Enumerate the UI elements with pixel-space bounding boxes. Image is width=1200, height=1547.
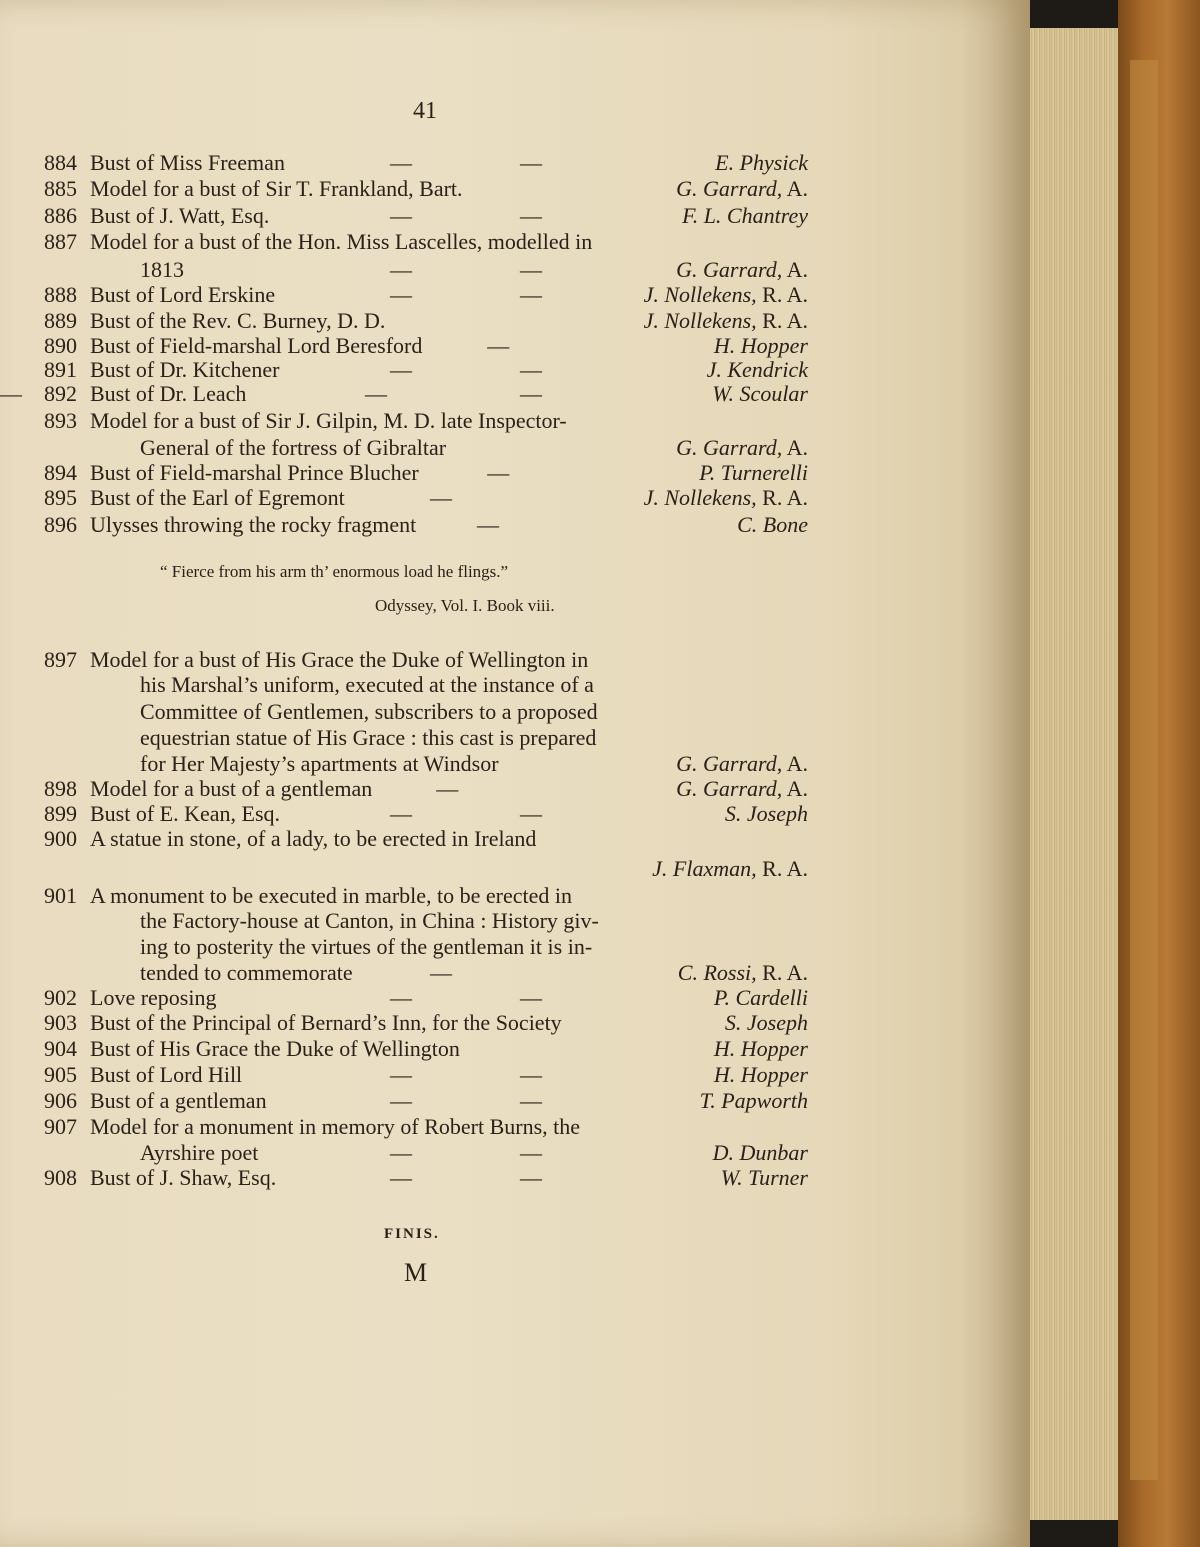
leader-dash: — <box>390 1140 412 1165</box>
finis-label: FINIS. <box>384 1226 440 1242</box>
artist-rank: R. A. <box>756 485 808 510</box>
entry-number: 897 <box>44 647 77 672</box>
catalogue-entry-line <box>0 435 820 461</box>
leader-dash: — <box>390 150 412 175</box>
entry-number: 903 <box>44 1010 77 1035</box>
book-cover-edge <box>1130 60 1158 1480</box>
artist-name-text: S. Joseph <box>724 1010 808 1035</box>
entry-number: 893 <box>44 408 77 433</box>
catalogue-entry-line <box>0 485 820 511</box>
artist-rank: A. <box>782 257 808 282</box>
artist-rank: R. A. <box>756 282 808 307</box>
catalogue-entry-line <box>0 1165 820 1191</box>
entry-description: Bust of E. Kean, Esq. <box>90 801 281 826</box>
leader-dash: — <box>520 1165 542 1190</box>
artist-rank: A. <box>782 435 808 460</box>
catalogue-entry-line <box>0 1088 820 1114</box>
catalogue-entry-line <box>0 934 820 960</box>
entry-number: 904 <box>44 1036 77 1061</box>
catalogue-entry-line <box>0 408 820 434</box>
entry-number: 899 <box>44 801 77 826</box>
entry-description: A statue in stone, of a lady, to be erected in Ireland <box>90 826 537 851</box>
entry-number: 892 <box>44 381 77 406</box>
artist-name <box>713 1140 808 1166</box>
artist-name <box>678 960 808 986</box>
artist-rank: R. A. <box>756 960 808 985</box>
artist-name <box>652 856 808 882</box>
entry-description: his Marshal’s uniform, executed at the instance of a <box>140 672 594 697</box>
artist-name-text: H. Hopper <box>713 1036 808 1061</box>
leader-dash: — <box>390 1062 412 1087</box>
catalogue-entry-line <box>0 357 820 383</box>
epigraph-citation: Odyssey, Vol. I. Book viii. <box>375 596 555 615</box>
catalogue-entry-line <box>0 257 820 283</box>
artist-name <box>707 357 808 383</box>
page-number: 41 <box>413 98 437 124</box>
leader-dash: — <box>390 801 412 826</box>
artist-rank: A. <box>782 176 808 201</box>
catalogue-entry-line <box>0 826 820 852</box>
signature-mark: M <box>404 1258 428 1287</box>
entry-description: Bust of His Grace the Duke of Wellington <box>90 1036 460 1061</box>
entry-number: 896 <box>44 512 77 537</box>
artist-name-text: W. Scoular <box>712 381 808 406</box>
catalogue-entry-line <box>0 333 820 359</box>
artist-name <box>682 203 808 229</box>
artist-name-text: D. Dunbar <box>712 1140 808 1165</box>
artist-name-text: E. Physick <box>715 150 808 175</box>
catalogue-entry-line <box>0 960 820 986</box>
artist-name-text: H. Hopper <box>713 333 808 358</box>
entry-number: 906 <box>44 1088 77 1113</box>
artist-name-text: G. Garrard, <box>676 176 783 201</box>
entry-description: Model for a bust of a gentleman <box>90 776 373 801</box>
artist-name <box>712 381 808 407</box>
artist-name-text: C. Rossi, <box>677 960 757 985</box>
leader-dash: — <box>520 801 542 826</box>
leader-dash: — <box>520 1140 542 1165</box>
artist-name-text: J. Nollekens, <box>643 308 757 333</box>
artist-name <box>644 282 808 308</box>
entry-description: Bust of Dr. Kitchener <box>90 357 280 382</box>
entry-number: 901 <box>44 883 77 908</box>
leader-dash: — <box>520 282 542 307</box>
catalogue-entry-line <box>0 908 820 934</box>
leader-dash: — <box>477 512 499 537</box>
leader-dash: — <box>520 1062 542 1087</box>
artist-name-text: G. Garrard, <box>676 435 783 460</box>
page-edges <box>1030 28 1118 1520</box>
catalogue-entry-line <box>0 856 820 882</box>
artist-rank: R. A. <box>756 308 808 333</box>
catalogue-entry-line <box>0 229 820 255</box>
entry-number: 885 <box>44 176 77 201</box>
entry-description: Bust of Lord Erskine <box>90 282 276 307</box>
catalogue-entry-line <box>0 512 820 538</box>
catalogue-entry-line <box>0 776 820 802</box>
catalogue-entry-line <box>0 751 820 777</box>
entry-description: General of the fortress of Gibraltar <box>140 435 447 460</box>
artist-name-text: J. Nollekens, <box>643 282 757 307</box>
entry-description: Bust of Lord Hill <box>90 1062 243 1087</box>
entry-description: for Her Majesty’s apartments at Windsor <box>140 751 499 776</box>
entry-description: the Factory-house at Canton, in China : History giv- <box>140 908 599 933</box>
leader-dash: — <box>390 257 412 282</box>
leader-dash: — <box>487 333 510 358</box>
catalogue-entry-line <box>0 725 820 751</box>
artist-rank: A. <box>782 751 808 776</box>
entry-description: Bust of a gentleman <box>90 1088 267 1113</box>
artist-name-text: J. Flaxman, <box>652 856 757 881</box>
leader-dash: — <box>520 203 542 228</box>
catalogue-entry-line <box>0 699 820 725</box>
entry-description: Bust of the Rev. C. Burney, D. D. <box>90 308 386 333</box>
artist-name <box>737 512 808 538</box>
artist-name <box>644 308 808 334</box>
catalogue-entry-line <box>0 460 820 486</box>
artist-rank: A. <box>782 776 808 801</box>
entry-description: 1813 <box>140 257 184 282</box>
entry-description: Bust of Dr. Leach <box>90 381 247 406</box>
artist-name <box>699 460 808 486</box>
entry-description: Committee of Gentlemen, subscribers to a proposed <box>140 699 598 724</box>
artist-rank: R. A. <box>756 856 808 881</box>
entry-number: 884 <box>44 150 77 175</box>
entry-number: 888 <box>44 282 77 307</box>
artist-name <box>721 1165 808 1191</box>
catalogue-entry-line <box>0 647 820 673</box>
artist-name <box>676 176 808 202</box>
catalogue-entry-line <box>0 985 820 1011</box>
entry-number: 907 <box>44 1114 77 1139</box>
entry-description: Model for a bust of the Hon. Miss Lascelles, modelled in <box>90 229 593 254</box>
entry-number: 902 <box>44 985 77 1010</box>
leader-dash: — <box>390 1088 412 1113</box>
entry-number: 891 <box>44 357 77 382</box>
artist-name <box>714 333 808 359</box>
catalogue-entry-line <box>0 1114 820 1140</box>
entry-description: Bust of J. Shaw, Esq. <box>90 1165 277 1190</box>
entry-description: Bust of Field-marshal Prince Blucher <box>90 460 419 485</box>
leader-dash: — <box>520 1088 542 1113</box>
entry-description: Model for a bust of Sir T. Frankland, Bart. <box>90 176 463 201</box>
entry-description: A monument to be executed in marble, to be erected in <box>90 883 573 908</box>
artist-name <box>676 257 808 283</box>
artist-name-text: S. Joseph <box>724 801 808 826</box>
leader-dash: — <box>520 357 542 382</box>
entry-description: Bust of Field-marshal Lord Beresford <box>90 333 423 358</box>
artist-name-text: W. Turner <box>720 1165 808 1190</box>
page-gutter-shadow <box>960 0 1030 1547</box>
catalogue-entry-line <box>0 1010 820 1036</box>
entry-description: Ayrshire poet <box>140 1140 259 1165</box>
artist-name-text: G. Garrard, <box>676 257 783 282</box>
artist-name-text: F. L. Chantrey <box>682 203 808 228</box>
leader-dash: — <box>390 1165 412 1190</box>
leader-dash: — <box>520 150 542 175</box>
leader-dash: — <box>520 985 542 1010</box>
entry-description: Bust of the Earl of Egremont <box>90 485 345 510</box>
entry-number: 908 <box>44 1165 77 1190</box>
artist-name <box>714 1062 808 1088</box>
catalogue-entry-line <box>0 801 820 827</box>
artist-name-text: G. Garrard, <box>676 751 783 776</box>
catalogue-entry-line <box>0 282 820 308</box>
leader-dash: — <box>430 960 452 985</box>
artist-name <box>714 985 808 1011</box>
catalogue-entry-line <box>0 203 820 229</box>
entry-number: 905 <box>44 1062 77 1087</box>
artist-name-text: J. Nollekens, <box>643 485 757 510</box>
catalogue-entry-line <box>0 883 820 909</box>
entry-description: ing to posterity the virtues of the gentleman it is in- <box>140 934 593 959</box>
leader-dash: — <box>520 257 542 282</box>
artist-name <box>644 485 808 511</box>
entry-description: equestrian statue of His Grace : this cast is prepared <box>140 725 597 750</box>
artist-name <box>725 801 808 827</box>
leader-dash: — <box>390 357 412 382</box>
entry-number: 898 <box>44 776 77 801</box>
entry-number: 894 <box>44 460 77 485</box>
artist-name <box>676 435 808 461</box>
entry-description: Model for a bust of Sir J. Gilpin, M. D. late Inspector- <box>90 408 567 433</box>
artist-name-text: P. Turnerelli <box>699 460 808 485</box>
artist-name <box>700 1088 808 1114</box>
leader-dash: — <box>390 203 412 228</box>
artist-name <box>715 150 808 176</box>
catalogue-entry-line <box>0 308 820 334</box>
artist-name <box>714 1036 808 1062</box>
epigraph-quote: “ Fierce from his arm th’ enormous load he flings.” <box>160 562 509 581</box>
artist-name-text: C. Bone <box>737 512 808 537</box>
artist-name <box>725 1010 808 1036</box>
entry-description: Bust of J. Watt, Esq. <box>90 203 270 228</box>
entry-number: 887 <box>44 229 77 254</box>
leader-dash: — <box>390 985 412 1010</box>
entry-description: Bust of the Principal of Bernard’s Inn, for the Society <box>90 1010 562 1035</box>
leader-dash: — <box>390 282 412 307</box>
artist-name <box>676 776 808 802</box>
artist-name-text: P. Cardelli <box>713 985 808 1010</box>
catalogue-entry-line <box>0 672 820 698</box>
leader-dash: — <box>430 485 452 510</box>
artist-name <box>676 751 808 777</box>
entry-number: 890 <box>44 333 77 358</box>
leader-dash: — <box>365 381 387 406</box>
entry-number: 889 <box>44 308 77 333</box>
entry-description: Love reposing <box>90 985 217 1010</box>
leader-dash: — <box>520 381 542 406</box>
catalogue-entry-line <box>0 1140 820 1166</box>
entry-number: 900 <box>44 826 77 851</box>
entry-number: 895 <box>44 485 77 510</box>
artist-name-text: T. Papworth <box>699 1088 808 1113</box>
entry-description: tended to commemorate <box>140 960 353 985</box>
catalogue-entry-line <box>0 1036 820 1062</box>
leader-dash: — <box>436 776 459 801</box>
entry-description: Bust of Miss Freeman <box>90 150 285 175</box>
artist-name-text: G. Garrard, <box>676 776 783 801</box>
entry-number: 886 <box>44 203 77 228</box>
catalogue-entry-line <box>0 1062 820 1088</box>
catalogue-entry-line <box>0 150 820 176</box>
entry-description: Model for a monument in memory of Robert Burns, the <box>90 1114 581 1139</box>
entry-description: Ulysses throwing the rocky fragment <box>90 512 417 537</box>
artist-name-text: H. Hopper <box>713 1062 808 1087</box>
catalogue-entry-line <box>0 381 820 407</box>
leader-dash: — <box>487 460 510 485</box>
catalogue-entry-line <box>0 176 820 202</box>
entry-description: Model for a bust of His Grace the Duke of Wellington in <box>90 647 589 672</box>
leader-dash: — <box>0 381 22 406</box>
artist-name-text: J. Kendrick <box>706 357 808 382</box>
